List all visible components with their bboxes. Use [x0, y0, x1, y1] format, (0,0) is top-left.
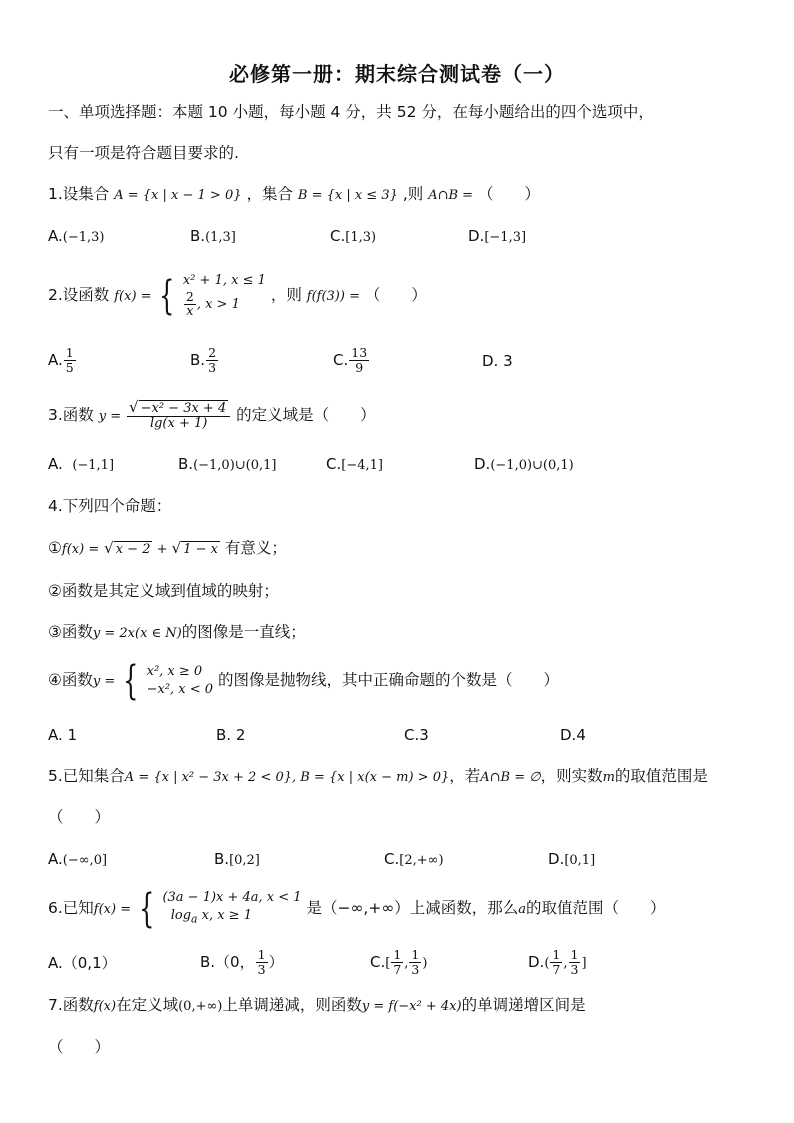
- q3-fraction: $\frac{\text{√ −x² − 3x + 4}}{\lg(x + 1)}$: [127, 400, 230, 431]
- q1-tail: ,则: [402, 185, 424, 203]
- question-3-stem: 3.函数 y = $\frac{\text{√ −x² − 3x + 4}}{\lg(x + 1)}$ 的定义域是（ ）: [48, 398, 376, 431]
- q4-option-b: B. 2: [216, 726, 246, 744]
- question-2-stem: 2.设函数 f(x) = { x² + 1, x ≤ 1 $\frac{2}{x}$ , x > 1 ，则 f(f(3)) = （ ）: [48, 272, 427, 319]
- q1-prefix: 1.设集合: [48, 185, 110, 203]
- q6-option-c: C.[ $\frac{1}{7}$ , $\frac{1}{3}$ ): [370, 947, 428, 977]
- q4-proposition-4: ④函数y = { x², x ≥ 0 −x², x < 0 的图像是抛物线，其中正确命题的个数是（ ）: [48, 657, 560, 704]
- q4-option-c: C.3: [404, 726, 429, 744]
- question-1-stem: [48, 183, 540, 207]
- q3-option-a: A. (−1,1]: [48, 455, 115, 473]
- q2-option-a: A. $\frac{1}{5}$: [48, 345, 74, 375]
- q1-option-d: D.[−1,3]: [468, 227, 527, 245]
- piecewise-brace: {: [159, 272, 175, 319]
- question-7-stem: 7.函数f(x)在定义域(0,+∞)上单调递减，则函数y = f(−x² + 4x)的单调递增区间是: [48, 996, 586, 1014]
- q1-intersection: A∩B =: [428, 188, 474, 203]
- q5-blank: （ ）: [48, 808, 111, 826]
- q6-option-d: D.( $\frac{1}{7}$ , $\frac{1}{3}$ ]: [528, 947, 587, 977]
- q2-option-c: C. $\frac{13}{9}$: [333, 345, 368, 375]
- q4-proposition-3: ③函数y = 2x(x ∈ N)的图像是一直线；: [48, 623, 306, 641]
- question-6-stem: 6.已知f(x) = { (3a − 1)x + 4a, x < 1 $\log_a x$, x ≥ 1 是（−∞,+∞）上减函数，那么a的取值范围（ ）: [48, 885, 666, 932]
- q3-option-c: C.[−4,1]: [326, 455, 383, 473]
- q5-option-b: B.[0,2]: [214, 850, 260, 868]
- q4-option-a: A. 1: [48, 726, 78, 744]
- q3-option-d: D.(−1,0)∪(0,1): [474, 455, 574, 473]
- q4-proposition-1: ①f(x) = √ x − 2 + √ 1 − x 有意义；: [48, 539, 287, 557]
- q5-option-c: C.[2,+∞): [384, 850, 444, 868]
- q6-option-a: A.（0,1）: [48, 954, 117, 972]
- q1-set-a: A = {x | x − 1 > 0}: [114, 188, 242, 203]
- q1-mid: ，集合: [246, 185, 293, 203]
- q5-option-d: D.[0,1]: [548, 850, 596, 868]
- question-4-stem: 4.下列四个命题：: [48, 497, 172, 515]
- q5-option-a: A.(−∞,0]: [48, 850, 108, 868]
- q3-option-b: B.(−1,0)∪(0,1]: [178, 455, 277, 473]
- q2-option-d: D. 3: [482, 352, 513, 370]
- q1-option-c: C.[1,3): [330, 227, 377, 245]
- q2-cases: x² + 1, x ≤ 1 $\frac{2}{x}$ , x > 1: [182, 273, 266, 319]
- q7-blank: （ ）: [48, 1038, 111, 1056]
- q4-proposition-2: ②函数是其定义域到值域的映射；: [48, 582, 279, 600]
- q4-option-d: D.4: [560, 726, 586, 744]
- section-instructions-line2: 只有一项是符合题目要求的.: [48, 144, 239, 162]
- q2-option-b: B. $\frac{2}{3}$: [190, 345, 217, 375]
- page-title: 必修第一册：期末综合测试卷（一）: [229, 62, 565, 86]
- q1-option-b: B.(1,3]: [190, 227, 236, 245]
- question-5-stem: 5.已知集合A = {x | x² − 3x + 2 < 0}, B = {x | x(x − m) > 0}，若A∩B = ∅，则实数m的取值范围是: [48, 767, 708, 785]
- q1-set-b: B = {x | x ≤ 3}: [297, 188, 398, 203]
- q1-option-a: A.(−1,3): [48, 227, 105, 245]
- q6-option-b: B.（0， $\frac{1}{3}$ ）: [200, 947, 284, 977]
- q1-blank: （ ）: [478, 185, 541, 203]
- section-instructions-line1: 一、单项选择题：本题 10 小题，每小题 4 分，共 52 分，在每小题给出的四个选项中，: [48, 103, 654, 121]
